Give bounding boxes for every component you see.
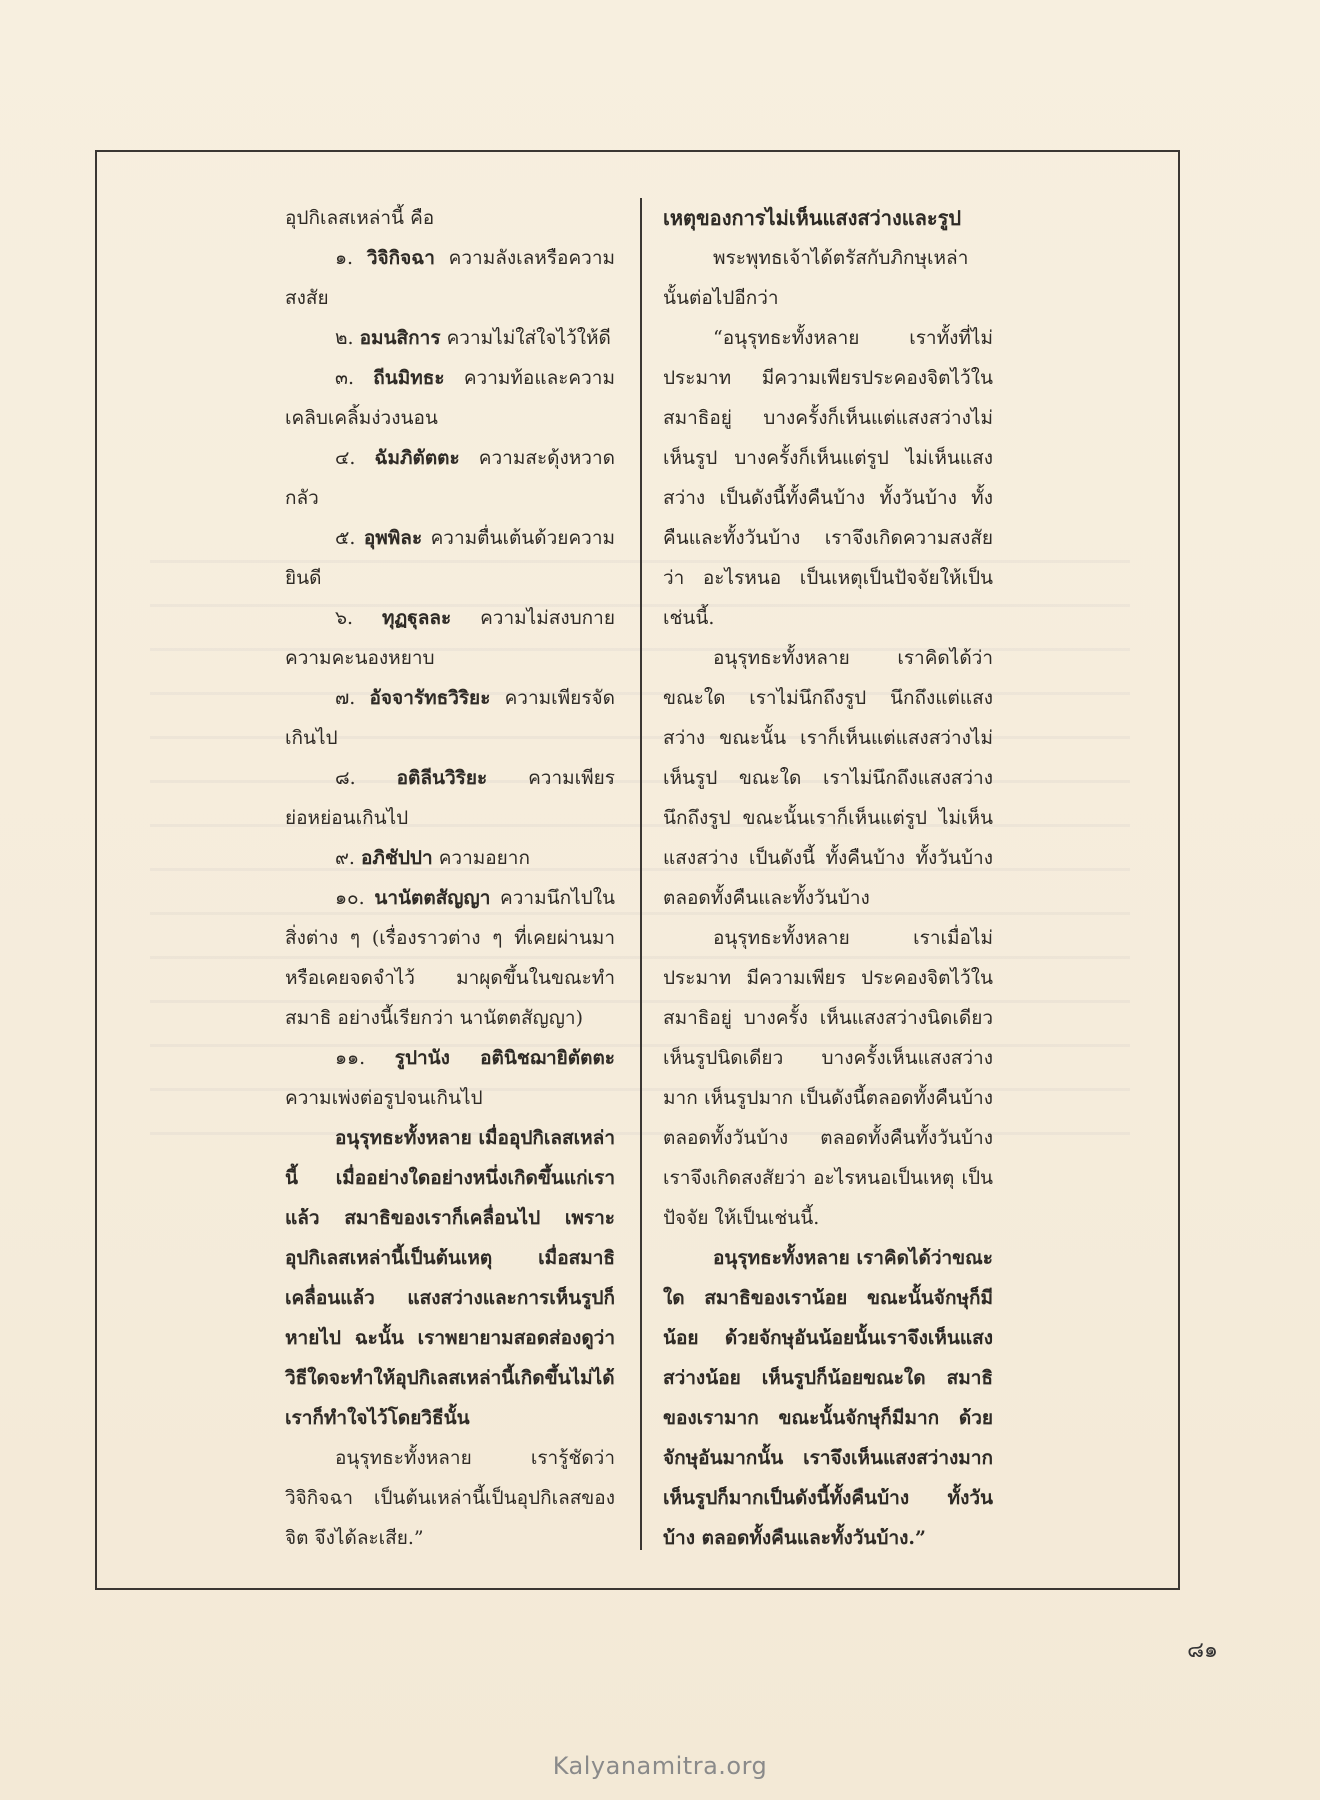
- item-number: ๙.: [335, 847, 355, 869]
- item-desc: ความสะดุ้งหวาดกลัว: [285, 447, 615, 509]
- right-column: [663, 198, 993, 1558]
- list-item: [285, 838, 615, 878]
- item-desc: ความเพียรจัดเกินไป: [285, 687, 615, 749]
- paragraph: พระพุทธเจ้าได้ตรัสกับภิกษุเหล่านั้นต่อไปอีกว่า: [663, 247, 969, 309]
- item-term: นานัตตสัญญา: [374, 887, 491, 909]
- list-item: [285, 238, 615, 318]
- item-desc: ความท้อและความเคลิบเคลิ้มง่วงนอน: [285, 367, 615, 429]
- list-item: [285, 438, 615, 518]
- item-desc: ความเพียรย่อหย่อนเกินไป: [285, 767, 616, 829]
- left-column: [285, 198, 615, 1558]
- list-item: [285, 518, 615, 598]
- bold-paragraph: อนุรุทธะทั้งหลาย เราคิดได้ว่าขณะใด สมาธิของเราน้อย ขณะนั้นจักษุก็มีน้อย ด้วยจักษุอันน้อยนั้นเราจึงเห็นแสงสว่างน้อย เห็นรูปก็น้อยขณะใด สมาธิของเรามาก ขณะนั้นจักษุก็มีมาก ด้วยจักษุอันมากนั้น เราจึงเห็นแสงสว่างมาก เห็นรูปก็มากเป็นดังนี้ทั้งคืนบ้าง ทั้งวันบ้าง ตลอดทั้งคืนและทั้งวันบ้าง.”: [663, 1247, 993, 1549]
- list-item: [285, 878, 615, 1038]
- item-number: ๕.: [335, 527, 356, 549]
- paragraph: อนุรุทธะทั้งหลาย เราคิดได้ว่า ขณะใด เราไม่นึกถึงรูป นึกถึงแต่แสงสว่าง ขณะนั้น เราก็เห็นแต่แสงสว่างไม่เห็นรูป ขณะใด เราไม่นึกถึงแสงสว่างนึกถึงรูป ขณะนั้นเราก็เห็นแต่รูป ไม่เห็นแสงสว่าง เป็นดังนี้ ทั้งคืนบ้าง ทั้งวันบ้างตลอดทั้งคืนและทั้งวันบ้าง: [663, 647, 993, 909]
- content-frame: [95, 150, 1180, 1590]
- list-item: [285, 678, 615, 758]
- item-term: รูปานัง อตินิชฌายิตัตตะ: [394, 1047, 615, 1069]
- section-heading: เหตุของการไม่เห็นแสงสว่างและรูป: [663, 206, 962, 230]
- bold-paragraph: อนุรุทธะทั้งหลาย เมื่ออุปกิเลสเหล่านี้ เมื่ออย่างใดอย่างหนึ่งเกิดขึ้นแก่เราแล้ว สมาธิของเราก็เคลื่อนไป เพราะอุปกิเลสเหล่านี้เป็นต้นเหตุ เมื่อสมาธิเคลื่อนแล้ว แสงสว่างและการเห็นรูปก็หายไป ฉะนั้น เราพยายามสอดส่องดูว่า วิธีใดจะทำให้อุปกิเลสเหล่านี้เกิดขึ้นไม่ได้ เราก็ทำใจไว้โดยวิธีนั้น: [285, 1127, 615, 1429]
- item-desc: ความตื่นเต้นด้วยความยินดี: [285, 527, 616, 589]
- item-desc: ความไม่สงบกายความคะนองหยาบ: [285, 607, 615, 669]
- item-number: ๔.: [335, 447, 356, 469]
- paragraph: “อนุรุทธะทั้งหลาย เราทั้งที่ไม่ประมาท มีความเพียรประคองจิตไว้ในสมาธิอยู่ บางครั้งก็เห็นแต่แสงสว่างไม่เห็นรูป บางครั้งก็เห็นแต่รูป ไม่เห็นแสงสว่าง เป็นดังนี้ทั้งคืนบ้าง ทั้งวันบ้าง ทั้งคืนและทั้งวันบ้าง เราจึงเกิดความสงสัยว่า อะไรหนอ เป็นเหตุเป็นปัจจัยให้เป็นเช่นนี้.: [663, 327, 993, 629]
- item-desc: ความเพ่งต่อรูปจนเกินไป: [285, 1087, 483, 1109]
- list-item: [285, 598, 615, 678]
- item-term: วิจิกิจฉา: [366, 247, 435, 269]
- item-term: อภิชัปปา: [361, 847, 433, 869]
- item-desc: ความไม่ใส่ใจไว้ให้ดี: [446, 327, 611, 349]
- item-term: อัจจารัทธวิริยะ: [369, 687, 491, 709]
- paragraph: อนุรุทธะทั้งหลาย เราเมื่อไม่ประมาท มีความเพียร ประคองจิตไว้ในสมาธิอยู่ บางครั้ง เห็นแสงสว่างนิดเดียว เห็นรูปนิดเดียว บางครั้งเห็นแสงสว่างมาก เห็นรูปมาก เป็นดังนี้ตลอดทั้งคืนบ้าง ตลอดทั้งวันบ้าง ตลอดทั้งคืนทั้งวันบ้าง เราจึงเกิดสงสัยว่า อะไรหนอเป็นเหตุ เป็นปัจจัย ให้เป็นเช่นนี้.: [663, 927, 993, 1229]
- list-item: [285, 358, 615, 438]
- intro-text: อุปกิเลสเหล่านี้ คือ: [285, 207, 435, 229]
- item-number: ๒.: [335, 327, 354, 349]
- closing-paragraph: อนุรุทธะทั้งหลาย เรารู้ชัดว่า วิจิกิจฉา เป็นต้นเหล่านี้เป็นอุปกิเลสของจิต จึงได้ละเสีย.”: [285, 1447, 615, 1549]
- item-term: อุพพิละ: [363, 527, 423, 549]
- item-number: ๓.: [335, 367, 355, 389]
- list-item: [285, 1038, 615, 1118]
- site-watermark: Kalyanamitra.org: [552, 1752, 768, 1780]
- column-divider: [640, 198, 642, 1550]
- item-number: ๑๐.: [335, 887, 365, 909]
- item-term: อติลีนวิริยะ: [396, 767, 488, 789]
- item-number: ๗.: [335, 687, 356, 709]
- item-number: ๖.: [335, 607, 354, 629]
- item-number: ๑.: [335, 247, 354, 269]
- page-number: ๘๑: [1187, 1638, 1218, 1663]
- item-term: อมนสิการ: [359, 327, 441, 349]
- list-item: [285, 758, 615, 838]
- item-desc: ความลังเลหรือความสงสัย: [285, 247, 616, 309]
- item-number: ๘.: [335, 767, 356, 789]
- item-term: ทุฏฐุลละ: [381, 607, 452, 629]
- item-term: ถีนมิทธะ: [373, 367, 445, 389]
- item-desc: ความนึกไปในสิ่งต่าง ๆ (เรื่องราวต่าง ๆ ที่เคยผ่านมาหรือเคยจดจำไว้ มาผุดขึ้นในขณะทำสมาธิ อย่างนี้เรียกว่า นานัตตสัญญา): [285, 887, 615, 1029]
- item-number: ๑๑.: [335, 1047, 366, 1069]
- item-desc: ความอยาก: [438, 847, 530, 869]
- item-term: ฉัมภิตัตตะ: [374, 447, 460, 469]
- list-item: [285, 318, 615, 358]
